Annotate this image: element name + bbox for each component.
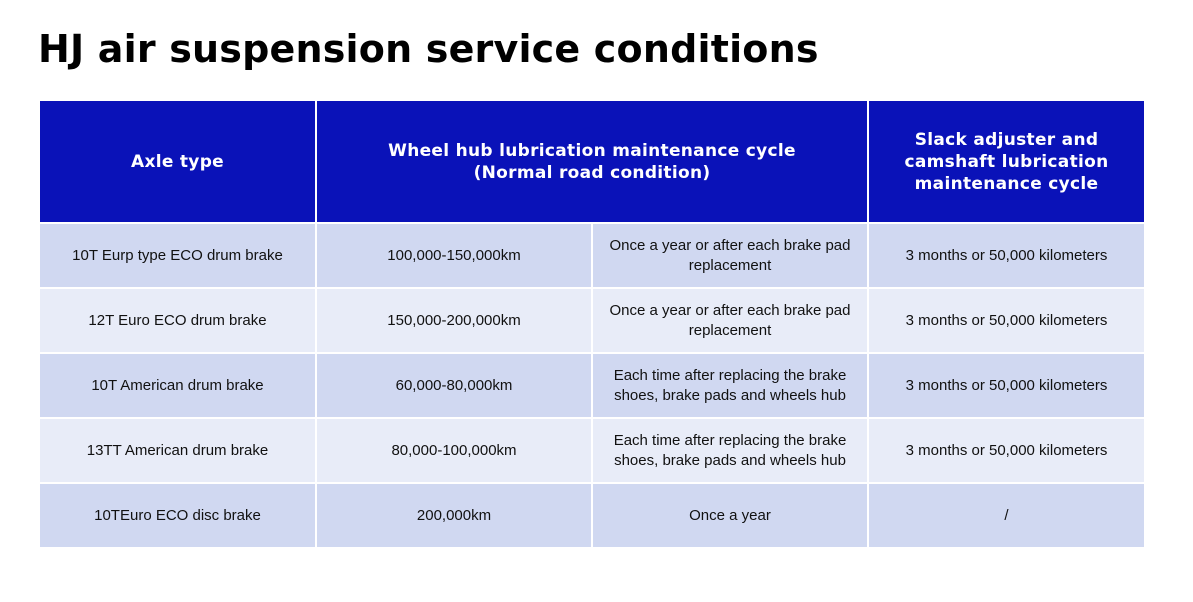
- cell-condition: [592, 353, 868, 418]
- page-title: HJ air suspension service conditions: [38, 27, 819, 71]
- cell-condition: [592, 418, 868, 483]
- cell-distance: 200,000km: [316, 483, 592, 548]
- cell-axle-type: 10TEuro ECO disc brake: [39, 483, 316, 548]
- cell-condition-line1: Once a year or after each brake pad: [609, 301, 851, 319]
- cell-distance: 150,000-200,000km: [316, 288, 592, 353]
- cell-slack-cycle: 3 months or 50,000 kilometers: [868, 418, 1145, 483]
- table-row: [39, 353, 1145, 418]
- cell-condition-line2: shoes, brake pads and wheels hub: [614, 451, 846, 469]
- header-slack-line2: camshaft lubrication: [904, 151, 1109, 172]
- table-body: [39, 223, 1145, 548]
- header-slack-line1: Slack adjuster and: [914, 129, 1099, 150]
- cell-distance: 80,000-100,000km: [316, 418, 592, 483]
- header-wheel-hub-cycle: [316, 100, 868, 223]
- cell-condition-line1: Once a year: [689, 506, 771, 524]
- service-conditions-table: [38, 99, 1146, 549]
- header-wheel-hub-line2: (Normal road condition): [473, 162, 711, 183]
- header-row: [39, 100, 1145, 223]
- cell-condition-line1: Each time after replacing the brake: [613, 366, 847, 384]
- cell-slack-cycle: 3 months or 50,000 kilometers: [868, 353, 1145, 418]
- cell-axle-type: 10T Eurp type ECO drum brake: [39, 223, 316, 288]
- header-axle-type-label: Axle type: [130, 151, 224, 172]
- table-row: [39, 288, 1145, 353]
- table-row: [39, 418, 1145, 483]
- table-row: [39, 223, 1145, 288]
- cell-condition-line2: shoes, brake pads and wheels hub: [614, 386, 846, 404]
- header-slack-line3: maintenance cycle: [914, 173, 1099, 194]
- header-wheel-hub-line1: Wheel hub lubrication maintenance cycle: [388, 140, 796, 161]
- cell-condition-line1: Each time after replacing the brake: [613, 431, 847, 449]
- cell-condition: [592, 483, 868, 548]
- cell-distance: 60,000-80,000km: [316, 353, 592, 418]
- cell-condition-line2: replacement: [688, 256, 772, 274]
- cell-condition-line2: replacement: [688, 321, 772, 339]
- cell-slack-cycle: 3 months or 50,000 kilometers: [868, 223, 1145, 288]
- cell-axle-type: 12T Euro ECO drum brake: [39, 288, 316, 353]
- table-row: [39, 483, 1145, 548]
- header-slack-adjuster-cycle: [868, 100, 1145, 223]
- cell-condition-line1: Once a year or after each brake pad: [609, 236, 851, 254]
- header-axle-type: [39, 100, 316, 223]
- cell-distance: 100,000-150,000km: [316, 223, 592, 288]
- cell-axle-type: 13TT American drum brake: [39, 418, 316, 483]
- cell-condition: [592, 288, 868, 353]
- cell-slack-cycle: 3 months or 50,000 kilometers: [868, 288, 1145, 353]
- cell-condition: [592, 223, 868, 288]
- cell-slack-cycle: /: [868, 483, 1145, 548]
- cell-axle-type: 10T American drum brake: [39, 353, 316, 418]
- table-header: [39, 100, 1145, 223]
